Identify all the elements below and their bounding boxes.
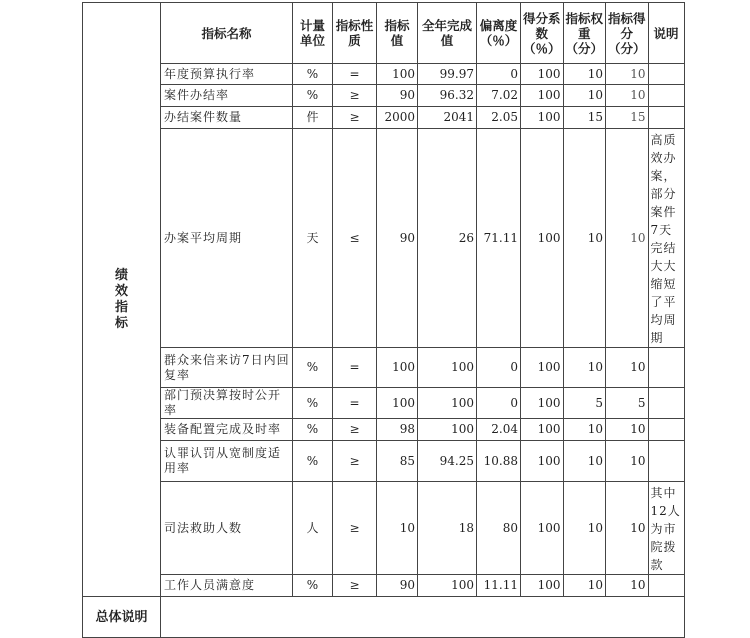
table-row: [83, 575, 685, 597]
target-cell: 85: [377, 441, 418, 482]
note-cell: [648, 441, 684, 482]
score-cell: 15: [606, 107, 649, 129]
actual-cell: 94.25: [418, 441, 477, 482]
weight-cell: 10: [563, 348, 606, 388]
actual-cell: 100: [418, 348, 477, 388]
weight-cell: 10: [563, 419, 606, 441]
actual-cell: 99.97: [418, 64, 477, 85]
nature-cell: =: [333, 388, 377, 419]
score-cell: 5: [606, 388, 649, 419]
target-cell: 100: [377, 348, 418, 388]
table-row: [83, 348, 685, 388]
actual-cell: 18: [418, 482, 477, 575]
indicator-name: 认罪认罚从宽制度适用率: [161, 441, 293, 482]
actual-cell: 26: [418, 129, 477, 348]
nature-cell: ≥: [333, 575, 377, 597]
header-unit: 计量单位: [293, 3, 333, 64]
header-actual: 全年完成值: [418, 3, 477, 64]
note-cell: [648, 419, 684, 441]
unit-cell: %: [293, 85, 333, 107]
score-cell: 10: [606, 575, 649, 597]
nature-cell: =: [333, 64, 377, 85]
summary-label: 总体说明: [83, 597, 161, 638]
section-label: [83, 3, 161, 597]
target-cell: 100: [377, 388, 418, 419]
header-weight: 指标权重（分）: [563, 3, 606, 64]
weight-cell: 15: [563, 107, 606, 129]
score-cell: 10: [606, 419, 649, 441]
coef-cell: 100: [521, 107, 564, 129]
coef-cell: 100: [521, 64, 564, 85]
target-cell: 100: [377, 64, 418, 85]
deviation-cell: 10.88: [477, 441, 521, 482]
note-cell: [648, 348, 684, 388]
summary-text: [161, 597, 685, 638]
table-row: [83, 64, 685, 85]
coef-cell: 100: [521, 388, 564, 419]
header-note: 说明: [648, 3, 684, 64]
table-row: [83, 107, 685, 129]
unit-cell: %: [293, 348, 333, 388]
header-row: [83, 3, 685, 64]
indicator-name: 年度预算执行率: [161, 64, 293, 85]
unit-cell: 天: [293, 129, 333, 348]
unit-cell: 人: [293, 482, 333, 575]
weight-cell: 10: [563, 441, 606, 482]
note-cell: [648, 107, 684, 129]
target-cell: 90: [377, 575, 418, 597]
note-cell: 高质效办案，部分案件7天完结大大缩短了平均周期: [648, 129, 684, 348]
indicator-name: 办案平均周期: [161, 129, 293, 348]
weight-cell: 10: [563, 64, 606, 85]
deviation-cell: 2.05: [477, 107, 521, 129]
score-cell: 10: [606, 85, 649, 107]
weight-cell: 10: [563, 129, 606, 348]
indicator-name: 工作人员满意度: [161, 575, 293, 597]
unit-cell: %: [293, 64, 333, 85]
score-cell: 10: [606, 64, 649, 85]
deviation-cell: 71.11: [477, 129, 521, 348]
indicator-name: 司法救助人数: [161, 482, 293, 575]
summary-row: [83, 597, 685, 638]
note-cell: 其中12人为市院拨款: [648, 482, 684, 575]
coef-cell: 100: [521, 129, 564, 348]
performance-table: [82, 2, 685, 638]
table-row: [83, 129, 685, 348]
table-row: [83, 388, 685, 419]
actual-cell: 100: [418, 419, 477, 441]
header-score: 指标得分（分）: [606, 3, 649, 64]
indicator-name: 办结案件数量: [161, 107, 293, 129]
nature-cell: ≥: [333, 419, 377, 441]
deviation-cell: 0: [477, 64, 521, 85]
section-label-text: 绩效指标: [114, 267, 128, 331]
weight-cell: 10: [563, 85, 606, 107]
note-cell: [648, 85, 684, 107]
coef-cell: 100: [521, 348, 564, 388]
coef-cell: 100: [521, 482, 564, 575]
score-cell: 10: [606, 441, 649, 482]
indicator-name: 群众来信来访7日内回复率: [161, 348, 293, 388]
score-cell: 10: [606, 348, 649, 388]
deviation-cell: 80: [477, 482, 521, 575]
table-row: [83, 419, 685, 441]
table-row: [83, 441, 685, 482]
header-deviation: 偏离度（％）: [477, 3, 521, 64]
coef-cell: 100: [521, 419, 564, 441]
unit-cell: %: [293, 441, 333, 482]
indicator-name: 部门预决算按时公开率: [161, 388, 293, 419]
nature-cell: ≥: [333, 441, 377, 482]
actual-cell: 96.32: [418, 85, 477, 107]
note-cell: [648, 388, 684, 419]
weight-cell: 10: [563, 575, 606, 597]
score-cell: 10: [606, 482, 649, 575]
actual-cell: 2041: [418, 107, 477, 129]
actual-cell: 100: [418, 388, 477, 419]
deviation-cell: 11.11: [477, 575, 521, 597]
nature-cell: ≥: [333, 107, 377, 129]
indicator-name: 案件办结率: [161, 85, 293, 107]
nature-cell: ≤: [333, 129, 377, 348]
note-cell: [648, 575, 684, 597]
indicator-name: 装备配置完成及时率: [161, 419, 293, 441]
unit-cell: %: [293, 388, 333, 419]
header-nature: 指标性质: [333, 3, 377, 64]
target-cell: 98: [377, 419, 418, 441]
weight-cell: 5: [563, 388, 606, 419]
deviation-cell: 0: [477, 388, 521, 419]
header-name: 指标名称: [161, 3, 293, 64]
header-coef: 得分系数（％）: [521, 3, 564, 64]
target-cell: 2000: [377, 107, 418, 129]
unit-cell: %: [293, 575, 333, 597]
nature-cell: ≥: [333, 85, 377, 107]
actual-cell: 100: [418, 575, 477, 597]
unit-cell: %: [293, 419, 333, 441]
header-target: 指标值: [377, 3, 418, 64]
deviation-cell: 7.02: [477, 85, 521, 107]
coef-cell: 100: [521, 575, 564, 597]
table-row: [83, 85, 685, 107]
weight-cell: 10: [563, 482, 606, 575]
coef-cell: 100: [521, 441, 564, 482]
score-cell: 10: [606, 129, 649, 348]
unit-cell: 件: [293, 107, 333, 129]
nature-cell: =: [333, 348, 377, 388]
target-cell: 90: [377, 85, 418, 107]
target-cell: 10: [377, 482, 418, 575]
target-cell: 90: [377, 129, 418, 348]
note-cell: [648, 64, 684, 85]
deviation-cell: 0: [477, 348, 521, 388]
nature-cell: ≥: [333, 482, 377, 575]
coef-cell: 100: [521, 85, 564, 107]
table-row: [83, 482, 685, 575]
deviation-cell: 2.04: [477, 419, 521, 441]
